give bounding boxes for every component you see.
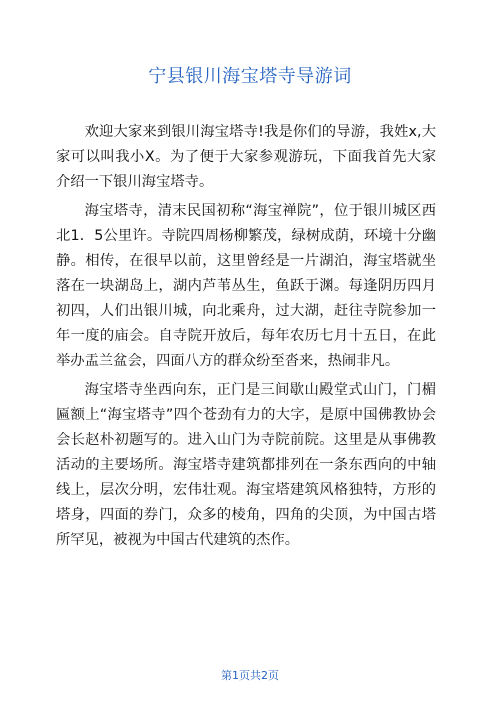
page-number: 第1页共2页 bbox=[221, 669, 279, 682]
document-body bbox=[56, 120, 436, 557]
paragraph-intro: 欢迎大家来到银川海宝塔寺!我是你们的导游，我姓x,大家可以叫我小X。为了便于大家参观游玩，下面我首先大家介绍一下银川海宝塔寺。 bbox=[56, 124, 436, 190]
paragraph-architecture: 海宝塔寺坐西向东，正门是三间歇山殿堂式山门，门楣匾额上“海宝塔寺”四个苍劲有力的大字，是原中国佛教协会会长赵朴初题写的。进入山门为寺院前院。这里是从事佛教活动的主要场所。海宝塔寺建筑都排列在一条东西向的中轴线上，层次分明，宏伟壮观。海宝塔建筑风格独特，方形的塔身，四面的券门，众多的棱角，四角的尖顶，为中国古塔所罕见，被视为中国古代建筑的杰作。 bbox=[56, 382, 436, 548]
document-title: 宁县银川海宝塔寺导游词 bbox=[148, 66, 352, 87]
paragraph-history: 海宝塔寺，清末民国初称“海宝禅院”，位于银川城区西北1．5公里许。寺院四周杨柳繁茂，绿树成荫，环境十分幽静。相传，在很早以前，这里曾经是一片湖泊，海宝塔就坐落在一块湖岛上，湖内芦苇丛生，鱼跃于渊。每逢阴历四月初四，人们出银川城，向北乘舟，过大湖，赶往寺院参加一年一度的庙会。自寺院开放后，每年农历七月十五日，在此举办盂兰盆会，四面八方的群众纷至沓来，热闹非凡。 bbox=[56, 203, 436, 369]
